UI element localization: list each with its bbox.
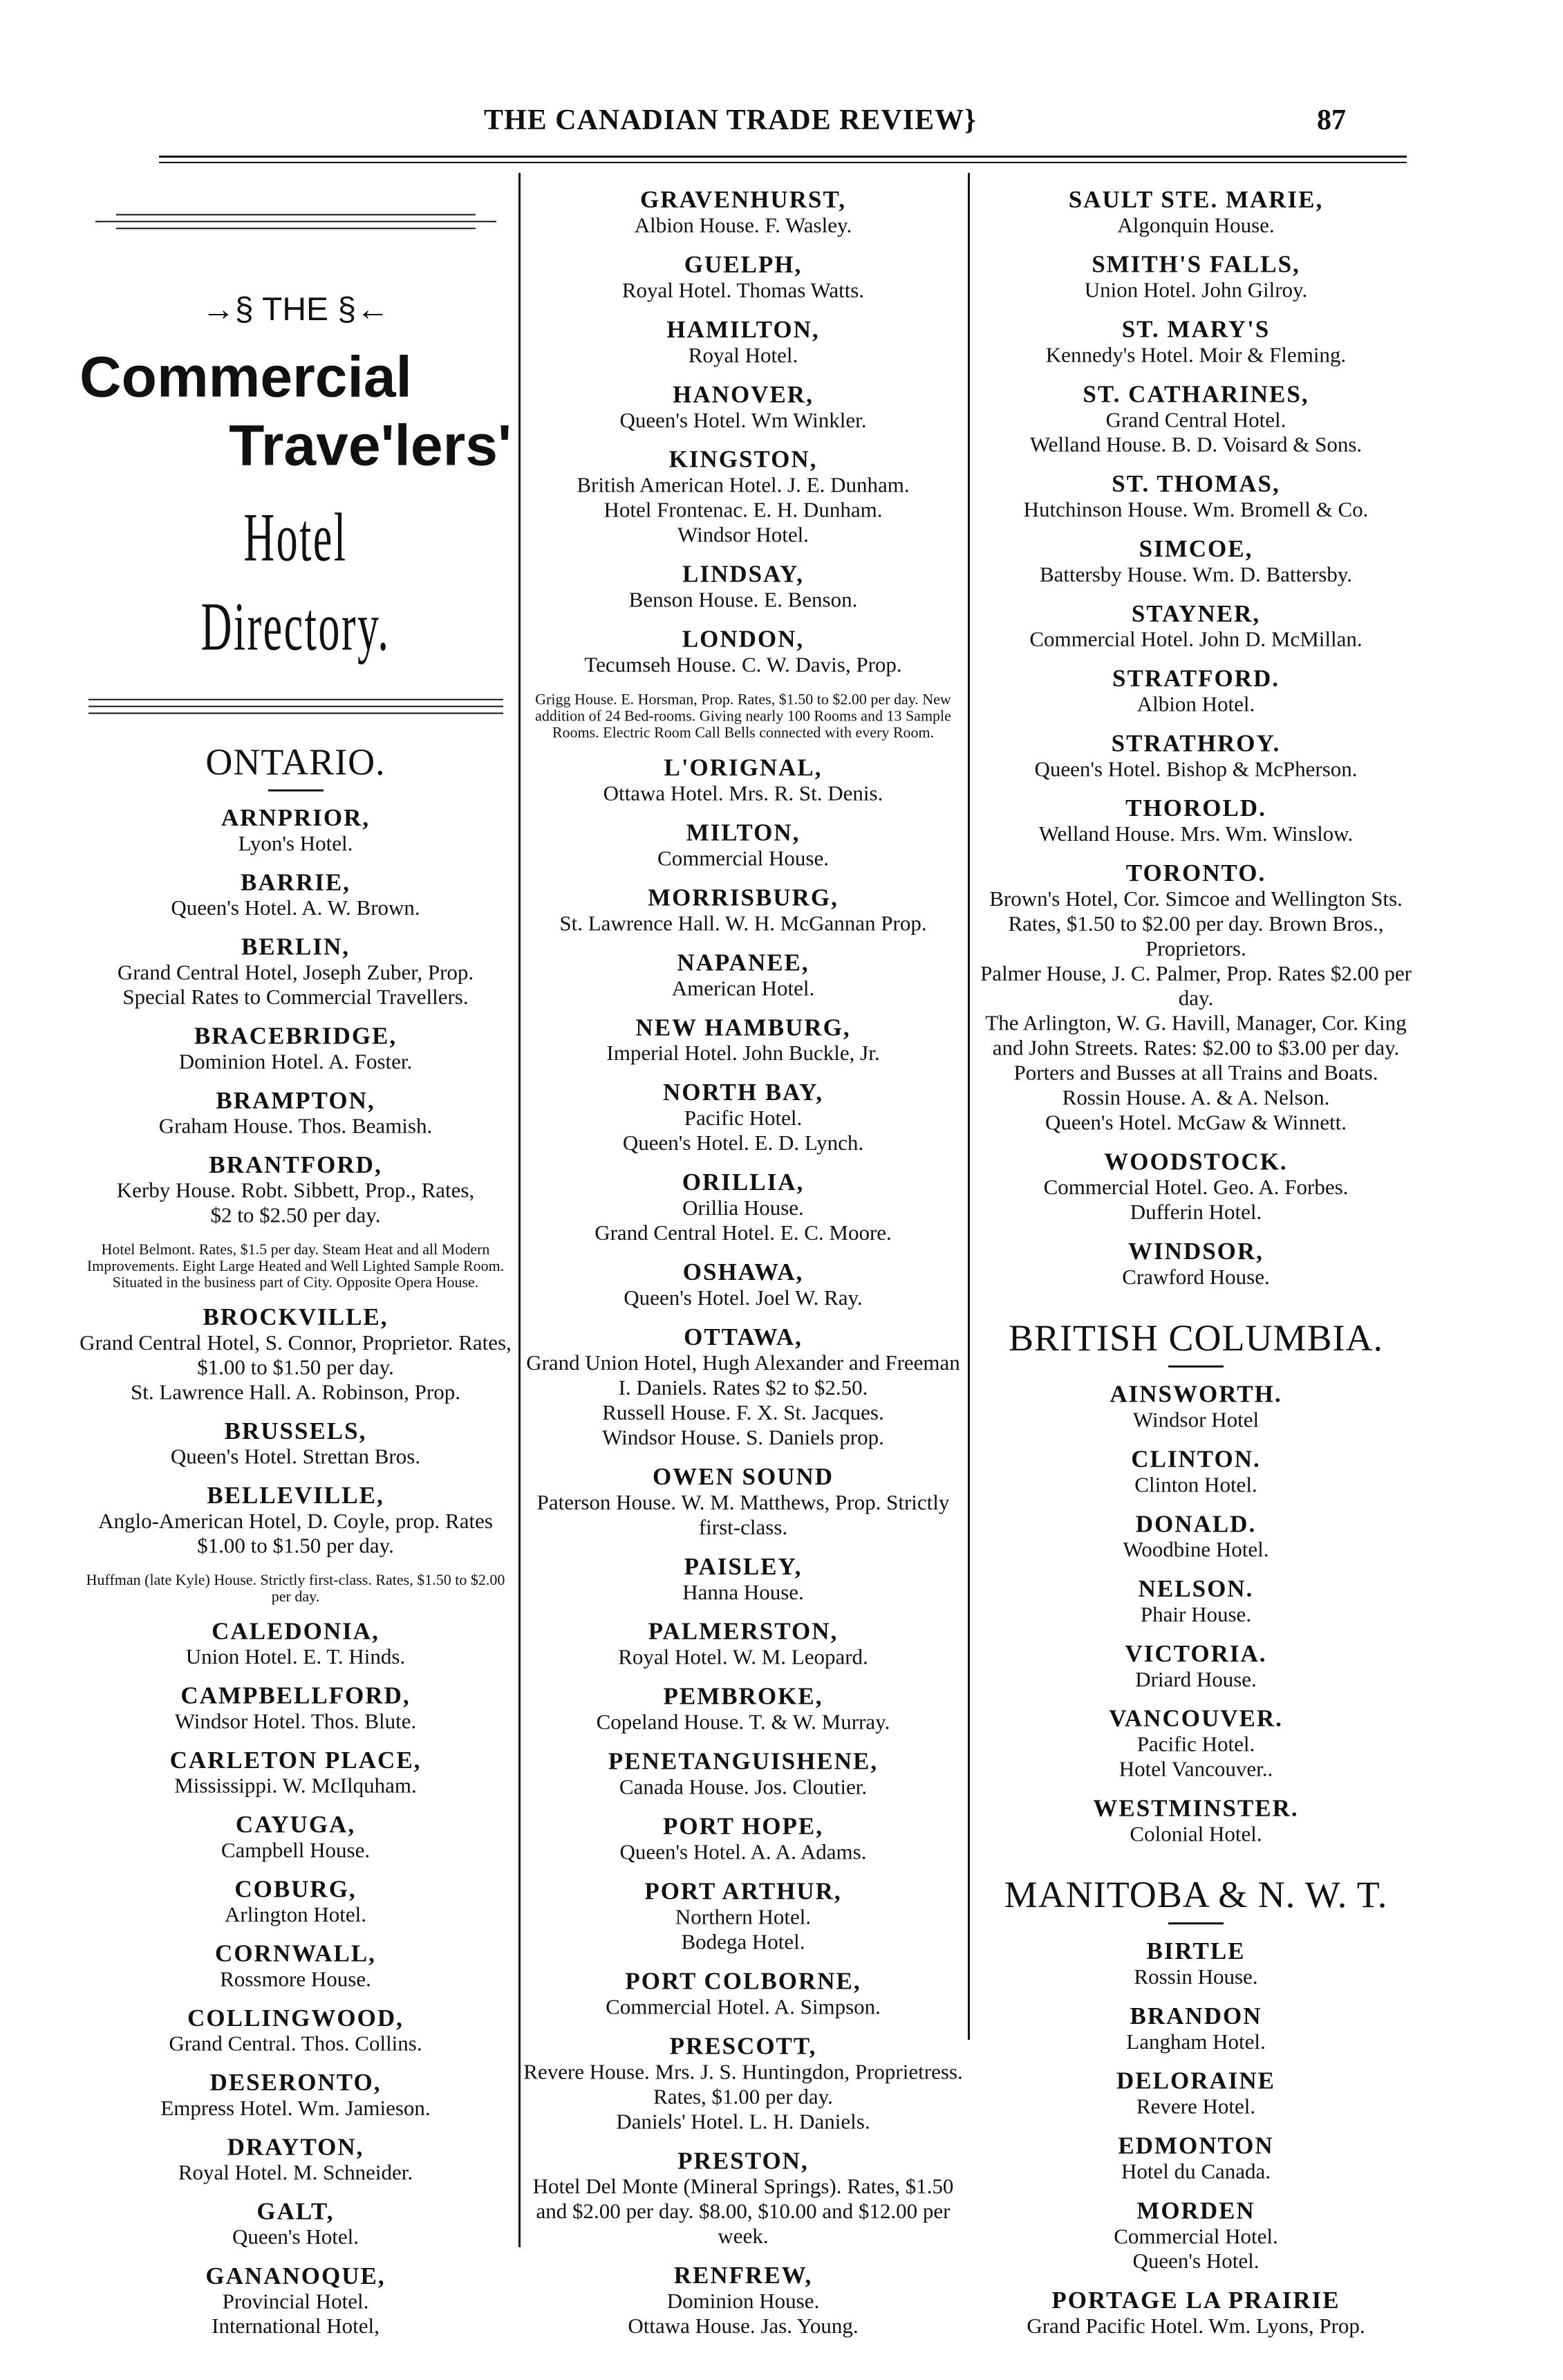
town-heading: LONDON, (682, 625, 805, 653)
column-left (79, 173, 512, 2339)
hotel-entry: Commercial Hotel. John D. McMillan. (1029, 626, 1363, 651)
town-heading: CLINTON. (1131, 1445, 1261, 1473)
hotel-entry: Commercial Hotel. Geo. A. Forbes. (1043, 1175, 1349, 1200)
region-rule (268, 790, 324, 792)
hotel-entry: Welland House. Mrs. Wm. Winslow. (1038, 821, 1354, 846)
header-rule-thin (159, 162, 1407, 163)
hotel-entry: Campbell House. (221, 1838, 371, 1862)
hotel-entry: Queen's Hotel. (232, 2224, 359, 2249)
town-heading: CARLETON PLACE, (169, 1747, 422, 1774)
hotel-entry: American Hotel. (671, 976, 815, 1001)
hotel-advert: Grigg House. E. Horsman, Prop. Rates, $1.50 to $2.00 per day. New addition of 24 Bed-rooms. Giving nearly 100 Rooms and 13 Sample Rooms. Electric Room Call Bells connected with every Room. (535, 690, 951, 741)
town-heading: DONALD. (1135, 1510, 1257, 1538)
town-heading: PAISLEY, (684, 1552, 803, 1580)
hotel-entry: Grand Central Hotel. (1105, 407, 1286, 432)
hotel-entry: Special Rates to Commercial Travellers. (122, 985, 469, 1010)
hotel-entry: Hotel Del Monte (Mineral Springs). Rates, $1.50 and $2.00 per day. $8.00, $10.00 and $12.00 per week. (532, 2174, 954, 2249)
town-heading: ORILLIA, (682, 1169, 805, 1196)
town-heading: WINDSOR, (1128, 1238, 1264, 1265)
hotel-entry: Royal Hotel. Thomas Watts. (621, 277, 865, 302)
hotel-entry: Hanna House. (682, 1579, 804, 1604)
town-heading: NELSON. (1138, 1575, 1254, 1603)
town-heading: NORTH BAY, (662, 1079, 824, 1106)
town-heading: PRESTON, (677, 2147, 809, 2175)
hotel-entry: Revere House. Mrs. J. S. Huntingdon, Proprietress. Rates, $1.00 per day. (523, 2059, 963, 2109)
town-heading: LINDSAY, (682, 560, 804, 588)
hotel-entry: Grand Central. Thos. Collins. (169, 2031, 422, 2056)
hotel-entry: Benson House. E. Benson. (628, 587, 858, 612)
town-heading: PEMBROKE, (663, 1682, 823, 1710)
hotel-entry: Dominion Hotel. A. Foster. (178, 1049, 413, 1074)
town-heading: WOODSTOCK. (1104, 1148, 1288, 1175)
hotel-entry: Driard House. (1135, 1666, 1257, 1691)
hotel-entry: Hotel du Canada. (1121, 2159, 1271, 2184)
title-rule (116, 227, 476, 229)
hotel-entry: Revere Hotel. (1136, 2094, 1256, 2119)
hotel-entry: Rossin House. (1134, 1964, 1258, 1989)
column-middle (522, 173, 964, 2339)
title-rule (95, 221, 496, 222)
town-heading: HAMILTON, (666, 315, 820, 343)
town-heading: KINGSTON, (668, 445, 818, 473)
hotel-entry: Imperial Hotel. John Buckle, Jr. (606, 1041, 880, 1066)
town-heading: PALMERSTON, (648, 1617, 839, 1645)
town-heading: ST. THOMAS, (1112, 470, 1280, 498)
hotel-entry: Grand Union Hotel, Hugh Alexander and Freeman I. Daniels. Rates $2 to $2.50. (526, 1350, 960, 1400)
hotel-entry: Arlington Hotel. (225, 1902, 366, 1927)
hotel-entry: Grand Central Hotel, Joseph Zuber, Prop. (117, 960, 474, 985)
hotel-entry: Langham Hotel. (1126, 2029, 1266, 2054)
hotel-entry: Royal Hotel. (688, 342, 798, 367)
town-heading: BRACEBRIDGE, (194, 1022, 397, 1050)
town-heading: SIMCOE, (1139, 535, 1253, 562)
hotel-entry: Dominion House. (666, 2289, 820, 2314)
title-rule (88, 706, 503, 707)
hotel-entry: Queen's Hotel. Bishop & McPherson. (1034, 756, 1358, 781)
town-heading: MILTON, (686, 819, 801, 846)
hotel-entry: Queen's Hotel. A. W. Brown. (171, 895, 420, 920)
town-heading: PORT HOPE, (662, 1812, 824, 1840)
column-divider-left (518, 173, 521, 2247)
town-heading: OSHAWA, (682, 1258, 804, 1286)
hotel-entry: Orillia House. (682, 1196, 804, 1220)
hotel-entry: Queen's Hotel. McGaw & Winnett. (1045, 1110, 1347, 1135)
hotel-entry: Phair House. (1140, 1602, 1252, 1626)
town-heading: MORRISBURG, (648, 884, 839, 911)
hotel-entry: Queen's Hotel. Wm Winkler. (619, 407, 867, 432)
town-heading: BRANDON (1130, 2002, 1262, 2029)
region-rule (1168, 1922, 1224, 1924)
hotel-entry: Albion House. F. Wasley. (634, 212, 852, 237)
town-heading: ST. MARY'S (1121, 315, 1271, 343)
page-number: 87 (1317, 104, 1346, 136)
town-heading: STAYNER, (1131, 599, 1261, 627)
title-rule (116, 214, 476, 216)
town-heading: TORONTO. (1125, 859, 1266, 887)
hotel-entry: Queen's Hotel. (1132, 2249, 1260, 2274)
town-heading: OWEN SOUND (652, 1462, 834, 1490)
hotel-entry: Provincial Hotel. (222, 2289, 369, 2314)
town-heading: SAULT STE. MARIE, (1068, 185, 1324, 213)
hotel-entry: Royal Hotel. M. Schneider. (178, 2160, 413, 2184)
title-rule (88, 713, 503, 714)
town-heading: STRATHROY. (1111, 729, 1281, 757)
hotel-entry: Albion Hotel. (1136, 691, 1255, 716)
town-heading: CAMPBELLFORD, (180, 1682, 411, 1709)
town-heading: DRAYTON, (227, 2133, 364, 2161)
hotel-entry: Grand Central Hotel, S. Connor, Proprietor. Rates, $1.00 to $1.50 per day. (79, 1330, 512, 1379)
hotel-entry: Hotel Frontenac. E. H. Dunham. (603, 497, 883, 522)
page-header (0, 104, 1563, 152)
running-title: THE CANADIAN TRADE REVIEW} (484, 104, 977, 136)
town-heading: BRAMPTON, (216, 1087, 375, 1114)
hotel-entry: Bodega Hotel. (681, 1929, 805, 1954)
hotel-entry: Mississippi. W. McIlquham. (174, 1773, 417, 1798)
hotel-entry: Anglo-American Hotel, D. Coyle, prop. Rates $1.00 to $1.50 per day. (98, 1509, 493, 1558)
town-heading: VICTORIA. (1125, 1639, 1267, 1667)
hotel-entry: Empress Hotel. Wm. Jamieson. (160, 2096, 431, 2120)
hotel-entry: Kerby House. Robt. Sibbett, Prop., Rates, (116, 1178, 475, 1202)
town-heading: CORNWALL, (215, 1940, 376, 1967)
town-heading: PORT ARTHUR, (644, 1877, 842, 1905)
column-right (971, 173, 1421, 2339)
hotel-entry: Russell House. F. X. St. Jacques. (602, 1400, 884, 1424)
hotel-entry: Clinton Hotel. (1134, 1472, 1257, 1497)
town-heading: RENFREW, (673, 2262, 813, 2289)
hotel-entry: The Arlington, W. G. Havill, Manager, Cor. King and John Streets. Rates: $2.00 to $3.00 per day. Porters and Busses at all Trains and Boats. (985, 1010, 1407, 1085)
hotel-entry: Copeland House. T. & W. Murray. (596, 1709, 890, 1734)
column-divider-right (968, 173, 970, 2040)
town-heading: BELLEVILLE, (207, 1482, 384, 1509)
region-heading: BRITISH COLUMBIA. (1008, 1317, 1384, 1359)
town-heading: DESERONTO, (209, 2069, 382, 2097)
town-heading: HANOVER, (673, 380, 814, 408)
hotel-entry: Ottawa Hotel. Mrs. R. St. Denis. (603, 781, 883, 806)
hotel-entry: Woodbine Hotel. (1123, 1537, 1269, 1562)
hotel-entry: Ottawa House. Jas. Young. (628, 2314, 859, 2339)
town-heading: BERLIN, (241, 933, 350, 960)
hotel-entry: Commercial House. (657, 846, 829, 871)
title-travellers: Trave'lers' (229, 413, 512, 478)
title-hotel-directory: Hotel Directory. (200, 499, 391, 665)
town-heading: GUELPH, (684, 250, 803, 278)
town-heading: MORDEN (1136, 2197, 1255, 2224)
town-heading: SMITH'S FALLS, (1092, 250, 1300, 278)
town-heading: GANANOQUE, (205, 2262, 386, 2289)
hotel-entry: Welland House. B. D. Voisard & Sons. (1029, 432, 1363, 457)
ontario-listings (79, 741, 512, 2339)
hotel-entry: Dufferin Hotel. (1130, 1200, 1262, 1225)
town-heading: THOROLD. (1125, 794, 1266, 822)
hotel-entry: Brown's Hotel, Cor. Simcoe and Wellington Sts. Rates, $1.50 to $2.00 per day. Brown Bros., Proprietors. (989, 886, 1403, 960)
town-heading: STRATFORD. (1112, 664, 1280, 692)
town-heading: PORTAGE LA PRAIRIE (1051, 2287, 1340, 2314)
hotel-entry: Commercial Hotel. (1114, 2224, 1278, 2249)
town-heading: COBURG, (234, 1875, 357, 1903)
hotel-advert: Hotel Belmont. Rates, $1.5 per day. Steam Heat and all Modern Improvements. Eight Large Heated and Well Lighted Sample Room. Situated in the business part of City. Opposite Opera House. (86, 1240, 505, 1291)
hotel-entry: Commercial Hotel. A. Simpson. (606, 1994, 881, 2019)
hotel-entry: Union Hotel. E. T. Hinds. (185, 1644, 406, 1669)
hotel-entry: Windsor House. S. Daniels prop. (602, 1424, 884, 1449)
town-heading: L'ORIGNAL, (664, 754, 823, 781)
town-heading: PORT COLBORNE, (625, 1967, 861, 1995)
town-heading: COLLINGWOOD, (187, 2005, 404, 2032)
town-heading: DELORAINE (1116, 2067, 1275, 2094)
hotel-entry: Battersby House. Wm. D. Battersby. (1039, 561, 1352, 586)
town-heading: BRUSSELS, (224, 1417, 367, 1444)
town-heading: CALEDONIA, (212, 1617, 380, 1645)
hotel-entry: St. Lawrence Hall. A. Robinson, Prop. (130, 1379, 460, 1404)
town-heading: BROCKVILLE, (203, 1303, 389, 1331)
hotel-entry: Paterson House. W. M. Matthews, Prop. Strictly first-class. (536, 1489, 950, 1539)
hotel-entry: Lyon's Hotel. (238, 831, 353, 855)
town-heading: NEW HAMBURG, (635, 1014, 851, 1041)
hotel-entry: Windsor Hotel (1132, 1407, 1260, 1432)
region-heading: MANITOBA & N. W. T. (1004, 1874, 1388, 1916)
hotel-entry: Crawford House. (1122, 1264, 1270, 1289)
town-heading: OTTAWA, (684, 1323, 803, 1350)
town-heading: AINSWORTH. (1110, 1380, 1282, 1408)
hotel-entry: Royal Hotel. W. M. Leopard. (618, 1644, 868, 1669)
town-heading: BRANTFORD, (209, 1151, 382, 1178)
hotel-entry: Queen's Hotel. E. D. Lynch. (622, 1131, 864, 1155)
town-heading: NAPANEE, (677, 949, 809, 976)
hotel-entry: Tecumseh House. C. W. Davis, Prop. (584, 652, 902, 677)
hotel-entry: Union Hotel. John Gilroy. (1084, 277, 1308, 302)
hotel-advert: Huffman (late Kyle) House. Strictly first-class. Rates, $1.50 to $2.00 per day. (86, 1571, 505, 1605)
title-the: →§ THE §← (201, 291, 390, 328)
hotel-entry: Hotel Vancouver.. (1119, 1756, 1273, 1781)
hotel-entry: Algonquin House. (1117, 212, 1275, 237)
town-heading: GRAVENHURST, (640, 185, 846, 213)
town-heading: EDMONTON (1118, 2132, 1274, 2159)
region-heading: ONTARIO. (205, 741, 386, 783)
hotel-entry: Graham House. Thos. Beamish. (158, 1113, 433, 1138)
hotel-entry: Northern Hotel. (675, 1904, 812, 1929)
header-rule (159, 156, 1407, 158)
town-heading: PENETANGUISHENE, (608, 1747, 879, 1775)
hotel-entry: Hutchinson House. Wm. Bromell & Co. (1023, 497, 1369, 522)
town-heading: CAYUGA, (235, 1811, 356, 1839)
hotel-entry: Kennedy's Hotel. Moir & Fleming. (1045, 342, 1347, 367)
hotel-entry: Grand Central Hotel. E. C. Moore. (595, 1220, 892, 1245)
town-heading: ARNPRIOR, (221, 804, 371, 832)
hotel-entry: Colonial Hotel. (1130, 1821, 1262, 1846)
hotel-entry: Queen's Hotel. Joel W. Ray. (624, 1285, 863, 1310)
region-rule (1168, 1366, 1224, 1368)
hotel-entry: St. Lawrence Hall. W. H. McGannan Prop. (559, 911, 927, 936)
title-rule (88, 699, 503, 700)
town-heading: WESTMINSTER. (1093, 1794, 1299, 1822)
hotel-entry: Canada House. Jos. Cloutier. (619, 1774, 868, 1799)
town-heading: PRESCOTT, (669, 2032, 817, 2060)
hotel-entry: $2 to $2.50 per day. (210, 1202, 381, 1227)
town-heading: BIRTLE (1146, 1937, 1246, 1965)
hotel-entry: Queen's Hotel. A. A. Adams. (619, 1839, 867, 1864)
hotel-entry: Daniels' Hotel. L. H. Daniels. (616, 2109, 870, 2134)
hotel-entry: British American Hotel. J. E. Dunham. (577, 472, 910, 497)
hotel-entry: Pacific Hotel. (684, 1106, 803, 1131)
title-commercial: Commercial (79, 344, 412, 409)
hotel-entry: Windsor Hotel. Thos. Blute. (174, 1709, 417, 1733)
hotel-entry: Grand Pacific Hotel. Wm. Lyons, Prop. (1027, 2314, 1365, 2339)
hotel-entry: Pacific Hotel. (1136, 1731, 1255, 1756)
town-heading: VANCOUVER. (1109, 1704, 1283, 1732)
directory-title (79, 214, 512, 714)
hotel-entry: Rossmore House. (220, 1967, 371, 1991)
hotel-entry: Palmer House, J. C. Palmer, Prop. Rates $2.00 per day. (980, 960, 1412, 1010)
town-heading: ST. CATHARINES, (1083, 380, 1309, 408)
hotel-entry: International Hotel, (212, 2314, 380, 2339)
town-heading: BARRIE, (241, 868, 350, 896)
hotel-entry: Windsor Hotel. (677, 522, 809, 547)
town-heading: GALT, (256, 2197, 335, 2225)
hotel-entry: Queen's Hotel. Strettan Bros. (170, 1444, 421, 1469)
hotel-entry: Rossin House. A. & A. Nelson. (1062, 1085, 1330, 1110)
